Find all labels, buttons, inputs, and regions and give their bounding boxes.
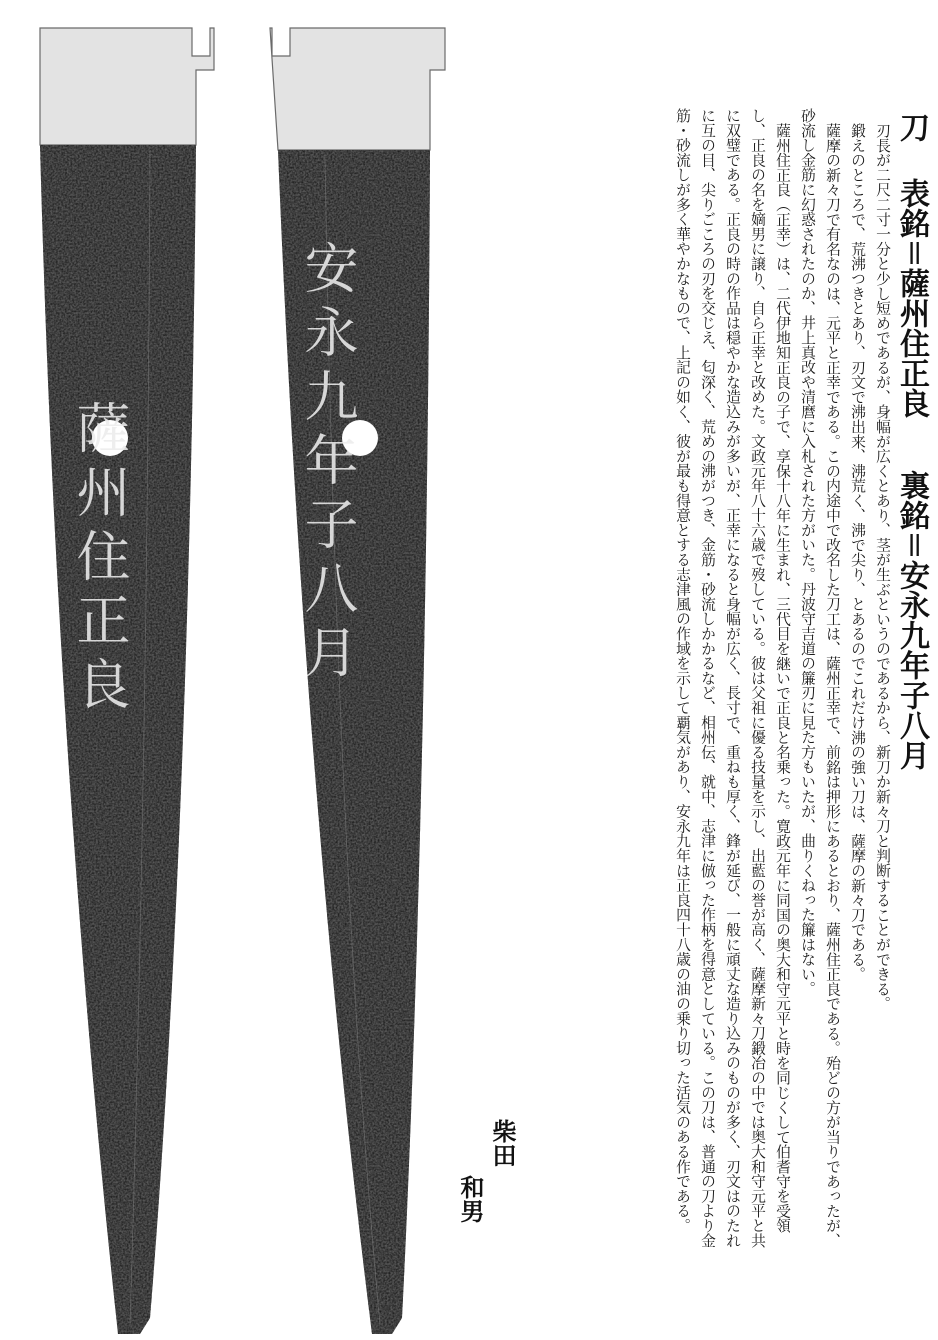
sword-type-heading: 刀 — [894, 112, 929, 142]
ura-mei-heading: 裏銘＝安永九年子八月 — [894, 470, 929, 770]
commentary-paragraph: 薩州住正良（正幸）は、二代伊地知正良の子で、享保十八年に生まれ、三代目を継いで正良と名乗った。寛政元年に同国の奥大和守元平と時を同じくして伯耆守を受領し、正良の名を嫡男に譲り、自ら正幸と改めた。文政元年八十六歳で歿している。彼は父祖に優る技量を示し、出藍の誉が高く、薩摩新々刀鍛冶の中では奥大和守元平と共に双璧である。正良の時の作品は穏やかな造込みが多いが、正幸になると身幅が広く、長寸で、重ねも厚く、鋒が延び、一般に頑丈な造り込みのものが多く、刃文はのたれに互の目、尖りごころの刃を交じえ、匂深く、荒めの沸がつき、金筋・砂流しかかるなど、相州伝、就中、志津に倣った作柄を得意としている。この刀は、普通の刀より金筋・砂流しが多く華やかなもので、上記の如く、彼が最も得意とする志津風の作域を示して覇気があり、安永九年は正良四十八歳の油の乗り切った活気のある作である。 — [674, 108, 791, 1248]
author-given-name: 和男 — [456, 1175, 484, 1223]
ura-date-inscription: 安永九年子八月 — [296, 240, 359, 688]
author-family-name: 柴田 — [488, 1119, 516, 1167]
author-name — [454, 1115, 518, 1280]
commentary-paragraph: 薩摩の新々刀で有名なのは、元平と正幸である。この内途中で改名した刀工は、薩州正幸で、前銘は押形にあるとおり、薩州住正良である。殆どの方が当りであったが、砂流し金筋に幻惑されたのか、井上真改や清麿に入札された方がいた。丹波守吉道の簾刃に見た方もいたが、曲りくねった簾はない。 — [799, 108, 841, 1248]
commentary-paragraph: 刃長が二尺二寸一分と少し短めであるが、身幅が広くとあり、茎が生ぶというのであるから、新刀か新々刀と判断することができる。 — [874, 122, 891, 1011]
omote-signature-inscription: 薩州住正良 — [68, 400, 131, 720]
commentary-paragraph: 鍛えのところで、荒沸つきとあり、刃文で沸出来、沸荒く、沸で尖り、とあるのでこれだけ沸の強い刀は、薩摩の新々刀である。 — [849, 122, 866, 982]
commentary-text — [525, 108, 895, 1253]
omote-mei-heading: 表銘＝薩州住正良 — [894, 178, 929, 418]
